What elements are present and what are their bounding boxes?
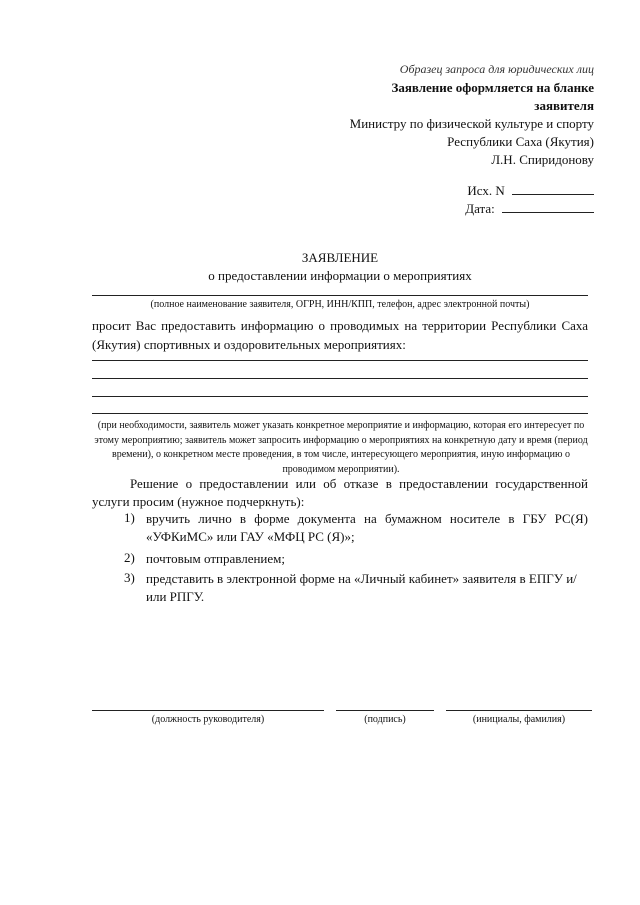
option-number: 2) bbox=[124, 550, 135, 565]
event-hint: (при необходимости, заявитель может указать конкретное мероприятие и информацию, которая его интересует по этому мероприятию; заявитель может запросить информацию о мероприятиях на конкретную дату и время (период времени), о конкретном месте проведения, в том числе, интересующего мероприятия, иную информацию о проводимом мероприятии). bbox=[94, 420, 588, 475]
option-number: 1) bbox=[124, 510, 135, 525]
option-text: почтовым отправлением; bbox=[146, 551, 286, 566]
form-note-line2: заявителя bbox=[534, 98, 594, 113]
name-label: (инициалы, фамилия) bbox=[472, 714, 566, 725]
option-item-3[interactable] bbox=[92, 570, 592, 610]
addressee-line2: Республики Саха (Якутия) bbox=[447, 134, 594, 149]
option-item-1[interactable] bbox=[92, 510, 592, 550]
position-line bbox=[92, 710, 324, 711]
ref-number-field bbox=[467, 182, 594, 199]
option-number: 3) bbox=[124, 570, 135, 585]
ref-number-label: Исх. N bbox=[467, 183, 505, 198]
signature-label: (подпись) bbox=[364, 714, 406, 725]
event-line-4 bbox=[92, 413, 588, 414]
option-text: представить в электронной форме на «Личный кабинет» заявителя в ЕПГУ и/или РПГУ. bbox=[146, 571, 577, 604]
applicant-hint: (полное наименование заявителя, ОГРН, ИНН/КПП, телефон, адрес электронной почты) bbox=[150, 299, 530, 310]
event-line-1 bbox=[92, 360, 588, 361]
event-line-2 bbox=[92, 378, 588, 379]
option-item-2[interactable] bbox=[92, 550, 592, 570]
position-label: (должность руководителя) bbox=[151, 714, 265, 725]
addressee-line1: Министру по физической культуре и спорту bbox=[349, 116, 594, 131]
delivery-options bbox=[92, 510, 592, 610]
request-text: просит Вас предоставить информацию о проводимых на территории Республики Саха (Якутия) спортивных и оздоровительных мероприятиях: bbox=[92, 318, 588, 352]
name-line bbox=[446, 710, 592, 711]
signature-line bbox=[336, 710, 434, 711]
date-label: Дата: bbox=[465, 201, 495, 216]
event-line-3 bbox=[92, 396, 588, 397]
decision-text: Решение о предоставлении или об отказе в предоставлении государственной услуги просим (нужное подчеркнуть): bbox=[92, 476, 588, 509]
sample-note: Образец запроса для юридических лиц bbox=[399, 62, 594, 76]
document-title: ЗАЯВЛЕНИЕ bbox=[301, 250, 379, 265]
addressee-name: Л.Н. Спиридонову bbox=[491, 152, 594, 167]
applicant-line bbox=[92, 295, 588, 296]
form-note-line1: Заявление оформляется на бланке bbox=[391, 80, 594, 95]
option-text: вручить лично в форме документа на бумажном носителе в ГБУ РС(Я) «УФКиМС» или ГАУ «МФЦ РС (Я)»; bbox=[146, 511, 588, 544]
document-subtitle: о предоставлении информации о мероприятиях bbox=[208, 268, 472, 283]
date-blank bbox=[502, 200, 594, 213]
date-field bbox=[465, 200, 594, 217]
ref-number-blank bbox=[512, 182, 594, 195]
